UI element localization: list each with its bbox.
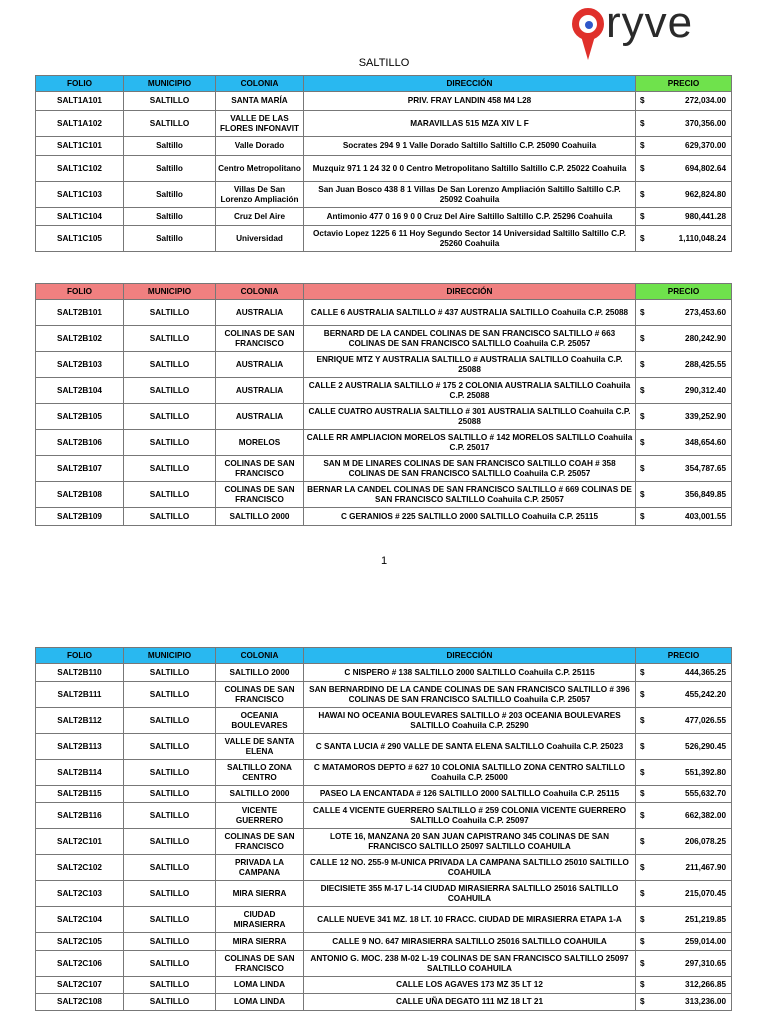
cell-colonia: SALTILLO 2000 [216, 508, 304, 526]
cell-direccion: HAWAI NO OCEANIA BOULEVARES SALTILLO # 203 OCEANIA BOULEVARES SALTILLO Coahuila C.P. 25290 [304, 708, 636, 734]
cell-precio [636, 404, 732, 430]
price-value: 339,252.90 [685, 411, 726, 421]
table-row [36, 482, 732, 508]
cell-precio [636, 352, 732, 378]
cell-direccion: CALLE UÑA DEGATO 111 MZ 18 LT 21 [304, 994, 636, 1011]
currency-symbol: $ [640, 980, 645, 989]
property-table-2 [35, 283, 732, 526]
cell-folio: SALT1C101 [36, 137, 124, 156]
cell-direccion: C MATAMOROS DEPTO # 627 10 COLONIA SALTILLO ZONA CENTRO SALTILLO Coahuila C.P. 25000 [304, 760, 636, 786]
cell-folio: SALT2B108 [36, 482, 124, 508]
price-value: 356,849.85 [685, 489, 726, 499]
table-row [36, 855, 732, 881]
cell-direccion: DIECISIETE 355 M-17 L-14 CIUDAD MIRASIERRA SALTILLO 25016 SALTILLO COAHUILA [304, 881, 636, 907]
cell-direccion: SAN M DE LINARES COLINAS DE SAN FRANCISCO SALTILLO COAH # 358 COLINAS DE SAN FRANCISCO SALTILLO Coahuila C.P. 25057 [304, 456, 636, 482]
cell-colonia: PRIVADA LA CAMPANA [216, 855, 304, 881]
price-value: 288,425.55 [685, 359, 726, 369]
cell-direccion: CALLE 6 AUSTRALIA SALTILLO # 437 AUSTRALIA SALTILLO Coahuila C.P. 25088 [304, 300, 636, 326]
cell-municipio: SALTILLO [124, 300, 216, 326]
table-row [36, 137, 732, 156]
cell-folio: SALT2C107 [36, 977, 124, 994]
cell-municipio: Saltillo [124, 156, 216, 182]
cell-municipio: SALTILLO [124, 760, 216, 786]
currency-symbol: $ [640, 96, 645, 105]
table-row [36, 933, 732, 951]
cell-direccion: CALLE 2 AUSTRALIA SALTILLO # 175 2 COLONIA AUSTRALIA SALTILLO Coahuila C.P. 25088 [304, 378, 636, 404]
cell-direccion: C SANTA LUCIA # 290 VALLE DE SANTA ELENA SALTILLO Coahuila C.P. 25023 [304, 734, 636, 760]
currency-symbol: $ [640, 789, 645, 798]
cell-municipio: SALTILLO [124, 951, 216, 977]
currency-symbol: $ [640, 997, 645, 1006]
cell-direccion: Octavio Lopez 1225 6 11 Hoy Segundo Sector 14 Universidad Saltillo Saltillo C.P. 25260 Coahuila [304, 226, 636, 252]
table-row [36, 682, 732, 708]
cell-precio [636, 881, 732, 907]
currency-symbol: $ [640, 333, 645, 343]
cell-direccion: Muzquiz 971 1 24 32 0 0 Centro Metropolitano Saltillo Saltillo C.P. 25022 Coahuila [304, 156, 636, 182]
cell-colonia: Centro Metropolitano [216, 156, 304, 182]
logo-text: ryve [606, 0, 694, 47]
cell-precio [636, 92, 732, 111]
cell-municipio: SALTILLO [124, 682, 216, 708]
price-value: 259,014.00 [685, 936, 726, 946]
currency-symbol: $ [640, 307, 645, 317]
cell-colonia: AUSTRALIA [216, 300, 304, 326]
table-row [36, 182, 732, 208]
currency-symbol: $ [640, 888, 645, 898]
cell-municipio: SALTILLO [124, 803, 216, 829]
column-header-direccion: DIRECCIÓN [304, 284, 636, 300]
cell-municipio: SALTILLO [124, 734, 216, 760]
cell-folio: SALT2C101 [36, 829, 124, 855]
column-header-folio: FOLIO [36, 76, 124, 92]
currency-symbol: $ [640, 741, 645, 751]
column-header-folio: FOLIO [36, 284, 124, 300]
cell-colonia: SANTA MARÍA [216, 92, 304, 111]
cell-municipio: Saltillo [124, 226, 216, 252]
cell-municipio: Saltillo [124, 208, 216, 226]
price-value: 962,824.80 [685, 189, 726, 199]
cell-folio: SALT2B114 [36, 760, 124, 786]
price-value: 980,441.28 [685, 211, 726, 221]
price-value: 629,370.00 [685, 141, 726, 150]
table-row [36, 300, 732, 326]
price-value: 251,219.85 [685, 914, 726, 924]
currency-symbol: $ [640, 359, 645, 369]
price-value: 273,453.60 [685, 307, 726, 317]
cell-municipio: SALTILLO [124, 907, 216, 933]
cell-precio [636, 933, 732, 951]
cell-colonia: VALLE DE LAS FLORES INFONAVIT [216, 111, 304, 137]
cell-municipio: SALTILLO [124, 111, 216, 137]
price-value: 403,001.55 [685, 511, 726, 521]
price-value: 555,632.70 [685, 789, 726, 798]
cell-precio [636, 977, 732, 994]
column-header-municipio: MUNICIPIO [124, 648, 216, 664]
cell-municipio: Saltillo [124, 182, 216, 208]
page-number: 1 [380, 555, 388, 567]
cell-colonia: COLINAS DE SAN FRANCISCO [216, 326, 304, 352]
currency-symbol: $ [640, 862, 645, 872]
cell-colonia: SALTILLO ZONA CENTRO [216, 760, 304, 786]
cell-direccion: CALLE CUATRO AUSTRALIA SALTILLO # 301 AUSTRALIA SALTILLO Coahuila C.P. 25088 [304, 404, 636, 430]
table-row [36, 829, 732, 855]
cell-municipio: SALTILLO [124, 482, 216, 508]
column-header-precio: PRECIO [636, 284, 732, 300]
currency-symbol: $ [640, 914, 645, 924]
cell-precio [636, 708, 732, 734]
cell-municipio: SALTILLO [124, 786, 216, 803]
table-row [36, 404, 732, 430]
cell-direccion: ANTONIO G. MOC. 238 M-02 L-19 COLINAS DE SAN FRANCISCO SALTILLO 25097 SALTILLO COAHUILA [304, 951, 636, 977]
cell-colonia: Cruz Del Aire [216, 208, 304, 226]
cell-folio: SALT1C102 [36, 156, 124, 182]
price-value: 354,787.65 [685, 463, 726, 473]
cell-precio [636, 760, 732, 786]
table-row [36, 378, 732, 404]
column-header-precio: PRECIO [636, 648, 732, 664]
price-value: 211,467.90 [685, 862, 726, 872]
table-row [36, 456, 732, 482]
price-value: 526,290.45 [685, 741, 726, 751]
currency-symbol: $ [640, 511, 645, 521]
currency-symbol: $ [640, 715, 645, 725]
cell-precio [636, 907, 732, 933]
cell-folio: SALT1C103 [36, 182, 124, 208]
cell-municipio: SALTILLO [124, 664, 216, 682]
cell-colonia: LOMA LINDA [216, 977, 304, 994]
cell-municipio: SALTILLO [124, 881, 216, 907]
cell-precio [636, 378, 732, 404]
cell-folio: SALT1A101 [36, 92, 124, 111]
price-value: 313,236.00 [685, 997, 726, 1006]
cell-precio [636, 994, 732, 1011]
cell-colonia: Universidad [216, 226, 304, 252]
cell-colonia: CIUDAD MIRASIERRA [216, 907, 304, 933]
cell-folio: SALT1A102 [36, 111, 124, 137]
cell-municipio: SALTILLO [124, 508, 216, 526]
currency-symbol: $ [640, 810, 645, 820]
cell-colonia: MIRA SIERRA [216, 881, 304, 907]
cell-folio: SALT2B103 [36, 352, 124, 378]
cell-municipio: SALTILLO [124, 933, 216, 951]
cell-municipio: Saltillo [124, 137, 216, 156]
table-row [36, 208, 732, 226]
column-header-colonia: COLONIA [216, 648, 304, 664]
cell-precio [636, 430, 732, 456]
cell-direccion: PRIV. FRAY LANDIN 458 M4 L28 [304, 92, 636, 111]
cell-direccion: CALLE LOS AGAVES 173 MZ 35 LT 12 [304, 977, 636, 994]
currency-symbol: $ [640, 958, 645, 968]
cell-colonia: COLINAS DE SAN FRANCISCO [216, 682, 304, 708]
cell-colonia: VICENTE GUERRERO [216, 803, 304, 829]
cell-direccion: MARAVILLAS 515 MZA XIV L F [304, 111, 636, 137]
table-row [36, 111, 732, 137]
cell-precio [636, 300, 732, 326]
cell-colonia: SALTILLO 2000 [216, 664, 304, 682]
cell-colonia: MORELOS [216, 430, 304, 456]
cell-folio: SALT2B110 [36, 664, 124, 682]
table-row [36, 760, 732, 786]
table-row [36, 664, 732, 682]
currency-symbol: $ [640, 211, 645, 221]
cell-direccion: C NISPERO # 138 SALTILLO 2000 SALTILLO Coahuila C.P. 25115 [304, 664, 636, 682]
currency-symbol: $ [640, 836, 645, 846]
column-header-municipio: MUNICIPIO [124, 76, 216, 92]
table-header-row [36, 648, 732, 664]
cell-colonia: COLINAS DE SAN FRANCISCO [216, 456, 304, 482]
price-value: 215,070.45 [685, 888, 726, 898]
column-header-direccion: DIRECCIÓN [304, 648, 636, 664]
cell-precio [636, 226, 732, 252]
cell-folio: SALT2C108 [36, 994, 124, 1011]
currency-symbol: $ [640, 411, 645, 421]
cell-municipio: SALTILLO [124, 977, 216, 994]
cell-precio [636, 803, 732, 829]
cell-precio [636, 111, 732, 137]
cell-direccion: PASEO LA ENCANTADA # 126 SALTILLO 2000 SALTILLO Coahuila C.P. 25115 [304, 786, 636, 803]
cell-precio [636, 829, 732, 855]
currency-symbol: $ [640, 118, 645, 128]
cell-folio: SALT2B106 [36, 430, 124, 456]
cell-direccion: CALLE 9 NO. 647 MIRASIERRA SALTILLO 25016 SALTILLO COAHUILA [304, 933, 636, 951]
column-header-direccion: DIRECCIÓN [304, 76, 636, 92]
cell-precio [636, 786, 732, 803]
cell-precio [636, 951, 732, 977]
cell-direccion: Antimonio 477 0 16 9 0 0 Cruz Del Aire Saltillo Saltillo C.P. 25296 Coahuila [304, 208, 636, 226]
table-row [36, 92, 732, 111]
price-value: 312,266.85 [685, 980, 726, 989]
cell-folio: SALT2B111 [36, 682, 124, 708]
cell-municipio: SALTILLO [124, 829, 216, 855]
cell-folio: SALT2C106 [36, 951, 124, 977]
price-value: 290,312.40 [685, 385, 726, 395]
cell-precio [636, 137, 732, 156]
cell-folio: SALT2C102 [36, 855, 124, 881]
cell-colonia: COLINAS DE SAN FRANCISCO [216, 829, 304, 855]
currency-symbol: $ [640, 437, 645, 447]
cell-precio [636, 734, 732, 760]
currency-symbol: $ [640, 163, 645, 173]
cell-precio [636, 156, 732, 182]
cell-direccion: ENRIQUE MTZ Y AUSTRALIA SALTILLO # AUSTRALIA SALTILLO Coahuila C.P. 25088 [304, 352, 636, 378]
cell-folio: SALT2B102 [36, 326, 124, 352]
currency-symbol: $ [640, 667, 645, 677]
table-row [36, 734, 732, 760]
cell-municipio: SALTILLO [124, 352, 216, 378]
cell-direccion: CALLE 4 VICENTE GUERRERO SALTILLO # 259 COLONIA VICENTE GUERRERO SALTILLO Coahuila C.P. 25097 [304, 803, 636, 829]
cell-colonia: AUSTRALIA [216, 378, 304, 404]
cell-colonia: VALLE DE SANTA ELENA [216, 734, 304, 760]
cell-precio [636, 208, 732, 226]
price-value: 662,382.00 [685, 810, 726, 820]
cell-precio [636, 482, 732, 508]
cell-direccion: LOTE 16, MANZANA 20 SAN JUAN CAPISTRANO 345 COLINAS DE SAN FRANCISCO SALTILLO 25097 SALTILLO COAHUILA [304, 829, 636, 855]
cell-municipio: SALTILLO [124, 456, 216, 482]
table-row [36, 326, 732, 352]
cell-municipio: SALTILLO [124, 994, 216, 1011]
table-header-row [36, 76, 732, 92]
cell-municipio: SALTILLO [124, 430, 216, 456]
cell-municipio: SALTILLO [124, 855, 216, 881]
cell-municipio: SALTILLO [124, 378, 216, 404]
price-value: 280,242.90 [685, 333, 726, 343]
currency-symbol: $ [640, 689, 645, 699]
currency-symbol: $ [640, 385, 645, 395]
table-row [36, 508, 732, 526]
cell-direccion: SAN BERNARDINO DE LA CANDE COLINAS DE SAN FRANCISCO SALTILLO # 396 COLINAS DE SAN FRANCISCO SALTILLO Coahuila C.P. 25057 [304, 682, 636, 708]
cell-folio: SALT1C105 [36, 226, 124, 252]
column-header-precio: PRECIO [636, 76, 732, 92]
cell-colonia: SALTILLO 2000 [216, 786, 304, 803]
table-row [36, 156, 732, 182]
table-row [36, 951, 732, 977]
table-row [36, 786, 732, 803]
price-value: 348,654.60 [685, 437, 726, 447]
cell-colonia: Valle Dorado [216, 137, 304, 156]
table-row [36, 907, 732, 933]
price-value: 206,078.25 [685, 836, 726, 846]
cell-colonia: OCEANIA BOULEVARES [216, 708, 304, 734]
table-row [36, 994, 732, 1011]
table-row [36, 226, 732, 252]
price-value: 297,310.65 [685, 958, 726, 968]
currency-symbol: $ [640, 233, 645, 243]
cell-colonia: COLINAS DE SAN FRANCISCO [216, 951, 304, 977]
column-header-folio: FOLIO [36, 648, 124, 664]
cell-folio: SALT2C104 [36, 907, 124, 933]
cell-colonia: AUSTRALIA [216, 404, 304, 430]
cell-colonia: COLINAS DE SAN FRANCISCO [216, 482, 304, 508]
price-value: 455,242.20 [685, 689, 726, 699]
cell-colonia: AUSTRALIA [216, 352, 304, 378]
cell-direccion: BERNAR LA CANDEL COLINAS DE SAN FRANCISCO SALTILLO # 669 COLINAS DE SAN FRANCISCO SALTILLO Coahuila C.P. 25057 [304, 482, 636, 508]
currency-symbol: $ [640, 463, 645, 473]
table-row [36, 430, 732, 456]
price-value: 694,802.64 [685, 163, 726, 173]
page-title: SALTILLO [358, 57, 410, 69]
cell-direccion: C GERANIOS # 225 SALTILLO 2000 SALTILLO Coahuila C.P. 25115 [304, 508, 636, 526]
cell-precio [636, 456, 732, 482]
cell-folio: SALT2B112 [36, 708, 124, 734]
cell-municipio: SALTILLO [124, 404, 216, 430]
cell-folio: SALT2B104 [36, 378, 124, 404]
cell-folio: SALT2B116 [36, 803, 124, 829]
cell-folio: SALT2B107 [36, 456, 124, 482]
cell-precio [636, 326, 732, 352]
cell-direccion: CALLE NUEVE 341 MZ. 18 LT. 10 FRACC. CIUDAD DE MIRASIERRA ETAPA 1-A [304, 907, 636, 933]
cell-direccion: CALLE 12 NO. 255-9 M-UNICA PRIVADA LA CAMPANA SALTILLO 25010 SALTILLO COAHUILA [304, 855, 636, 881]
cell-folio: SALT2B105 [36, 404, 124, 430]
table-row [36, 881, 732, 907]
cell-folio: SALT2B115 [36, 786, 124, 803]
cell-folio: SALT2C105 [36, 933, 124, 951]
price-value: 1,110,048.24 [678, 233, 726, 243]
cell-colonia: MIRA SIERRA [216, 933, 304, 951]
column-header-colonia: COLONIA [216, 284, 304, 300]
price-value: 444,365.25 [685, 667, 726, 677]
currency-symbol: $ [640, 189, 645, 199]
table-row [36, 708, 732, 734]
currency-symbol: $ [640, 936, 645, 946]
cell-colonia: Villas De San Lorenzo Ampliación [216, 182, 304, 208]
table-row [36, 352, 732, 378]
property-table-1 [35, 75, 732, 252]
cell-precio [636, 682, 732, 708]
cell-direccion: CALLE RR AMPLIACION MORELOS SALTILLO # 142 MORELOS SALTILLO Coahuila C.P. 25017 [304, 430, 636, 456]
cell-precio [636, 508, 732, 526]
cell-folio: SALT1C104 [36, 208, 124, 226]
table-row [36, 977, 732, 994]
cell-precio [636, 855, 732, 881]
cell-direccion: Socrates 294 9 1 Valle Dorado Saltillo Saltillo C.P. 25090 Coahuila [304, 137, 636, 156]
cell-municipio: SALTILLO [124, 326, 216, 352]
cell-direccion: San Juan Bosco 438 8 1 Villas De San Lorenzo Ampliación Saltillo Saltillo C.P. 25092 Coahuila [304, 182, 636, 208]
cell-municipio: SALTILLO [124, 708, 216, 734]
currency-symbol: $ [640, 767, 645, 777]
cell-folio: SALT2B101 [36, 300, 124, 326]
cell-direccion: BERNARD DE LA CANDEL COLINAS DE SAN FRANCISCO SALTILLO # 663 COLINAS DE SAN FRANCISCO SALTILLO Coahuila C.P. 25057 [304, 326, 636, 352]
cell-precio [636, 182, 732, 208]
table-header-row [36, 284, 732, 300]
currency-symbol: $ [640, 141, 645, 150]
table-row [36, 803, 732, 829]
cell-folio: SALT2C103 [36, 881, 124, 907]
price-value: 551,392.80 [685, 767, 726, 777]
currency-symbol: $ [640, 489, 645, 499]
cell-precio [636, 664, 732, 682]
property-table-3 [35, 647, 732, 1011]
cell-colonia: LOMA LINDA [216, 994, 304, 1011]
price-value: 370,356.00 [685, 118, 726, 128]
cell-municipio: SALTILLO [124, 92, 216, 111]
column-header-colonia: COLONIA [216, 76, 304, 92]
price-value: 477,026.55 [685, 715, 726, 725]
cell-folio: SALT2B113 [36, 734, 124, 760]
cell-folio: SALT2B109 [36, 508, 124, 526]
column-header-municipio: MUNICIPIO [124, 284, 216, 300]
price-value: 272,034.00 [685, 96, 726, 105]
